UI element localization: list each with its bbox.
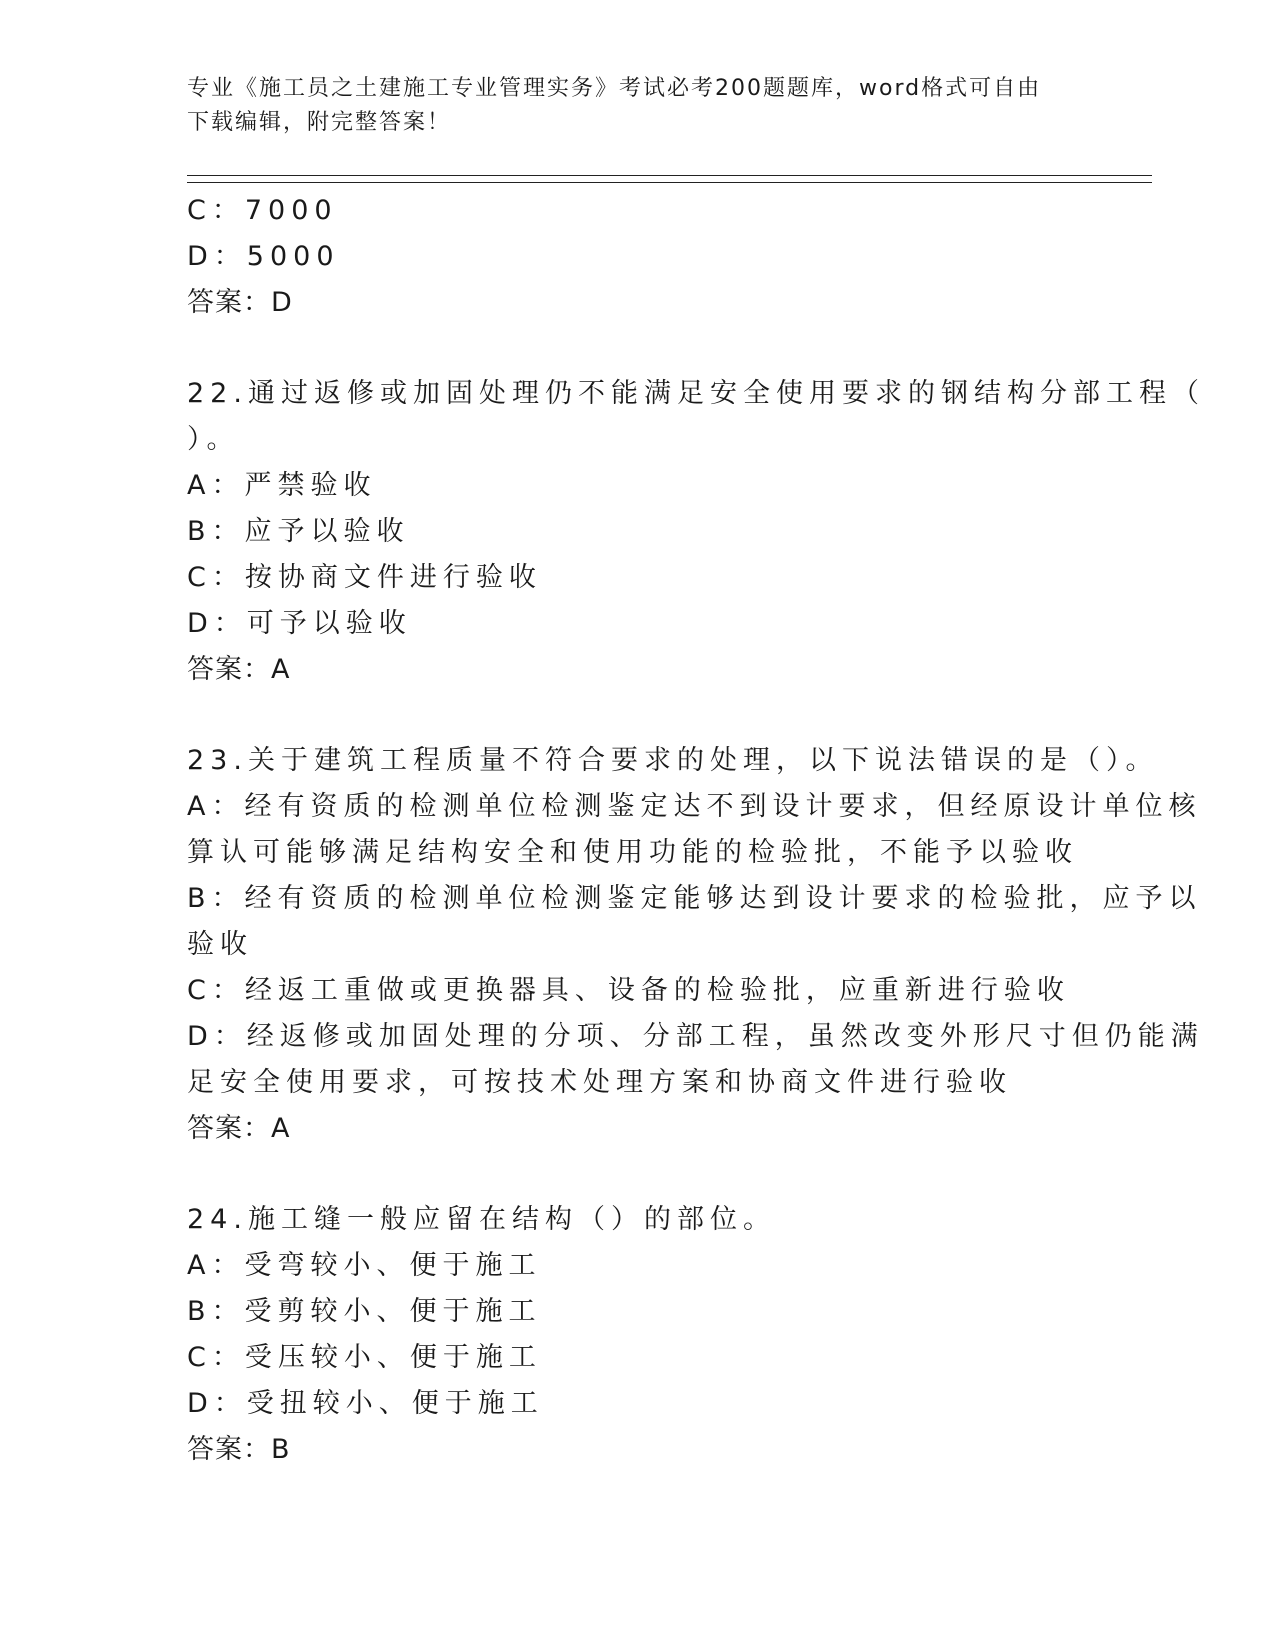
- option-c: C：受压较小、便于施工: [187, 1342, 542, 1373]
- option-d-continued: 足安全使用要求，可按技术处理方案和协商文件进行验收: [187, 1067, 1012, 1098]
- option-d: D：可予以验收: [187, 608, 412, 639]
- option-a-continued: 算认可能够满足结构安全和使用功能的检验批，不能予以验收: [187, 837, 1078, 868]
- document-header: [187, 72, 1067, 140]
- question-24: [187, 1197, 1087, 1473]
- answer-line: 答案：D: [187, 287, 293, 318]
- question-stem: 24.施工缝一般应留在结构（）的部位。: [187, 1204, 776, 1235]
- spacer: [187, 1152, 1087, 1197]
- question-stem: 22.通过返修或加固处理仍不能满足安全使用要求的钢结构分部工程（: [187, 378, 1205, 409]
- option-b: B：经有资质的检测单位检测鉴定能够达到设计要求的检验批，应予以: [187, 883, 1202, 914]
- answer-line: 答案：A: [187, 1113, 291, 1144]
- option-d: D：5000: [187, 241, 340, 272]
- option-a: A：受弯较小、便于施工: [187, 1250, 542, 1281]
- option-d: D：经返修或加固处理的分项、分部工程，虽然改变外形尺寸但仍能满: [187, 1021, 1204, 1052]
- answer-line: 答案：B: [187, 1434, 291, 1465]
- answer-line: 答案：A: [187, 654, 291, 685]
- spacer: [187, 693, 1087, 738]
- header-title-line-1: 专业《施工员之土建施工专业管理实务》考试必考200题题库，word格式可自由: [187, 76, 1042, 101]
- option-d: D：受扭较小、便于施工: [187, 1388, 544, 1419]
- option-b-continued: 验收: [187, 929, 253, 960]
- question-23: [187, 738, 1204, 1152]
- option-c: C：经返工重做或更换器具、设备的检验批，应重新进行验收: [187, 975, 1070, 1006]
- header-divider-bottom: [187, 182, 1152, 183]
- header-title-line-2: 下载编辑，附完整答案！: [187, 110, 452, 135]
- option-c: C：7000: [187, 195, 338, 226]
- option-a: A：严禁验收: [187, 470, 377, 501]
- question-content: [187, 188, 1205, 1473]
- question-stem: 23.关于建筑工程质量不符合要求的处理，以下说法错误的是（）。: [187, 745, 1159, 776]
- option-a: A：经有资质的检测单位检测鉴定达不到设计要求，但经原设计单位核: [187, 791, 1202, 822]
- option-c: C：按协商文件进行验收: [187, 562, 542, 593]
- spacer: [187, 326, 1087, 371]
- option-b: B：应予以验收: [187, 516, 410, 547]
- question-22: [187, 371, 1205, 693]
- option-b: B：受剪较小、便于施工: [187, 1296, 542, 1327]
- question-stem-continued: ）。: [187, 424, 240, 455]
- question-21-tail: [187, 188, 1087, 326]
- header-divider-top: [187, 175, 1152, 176]
